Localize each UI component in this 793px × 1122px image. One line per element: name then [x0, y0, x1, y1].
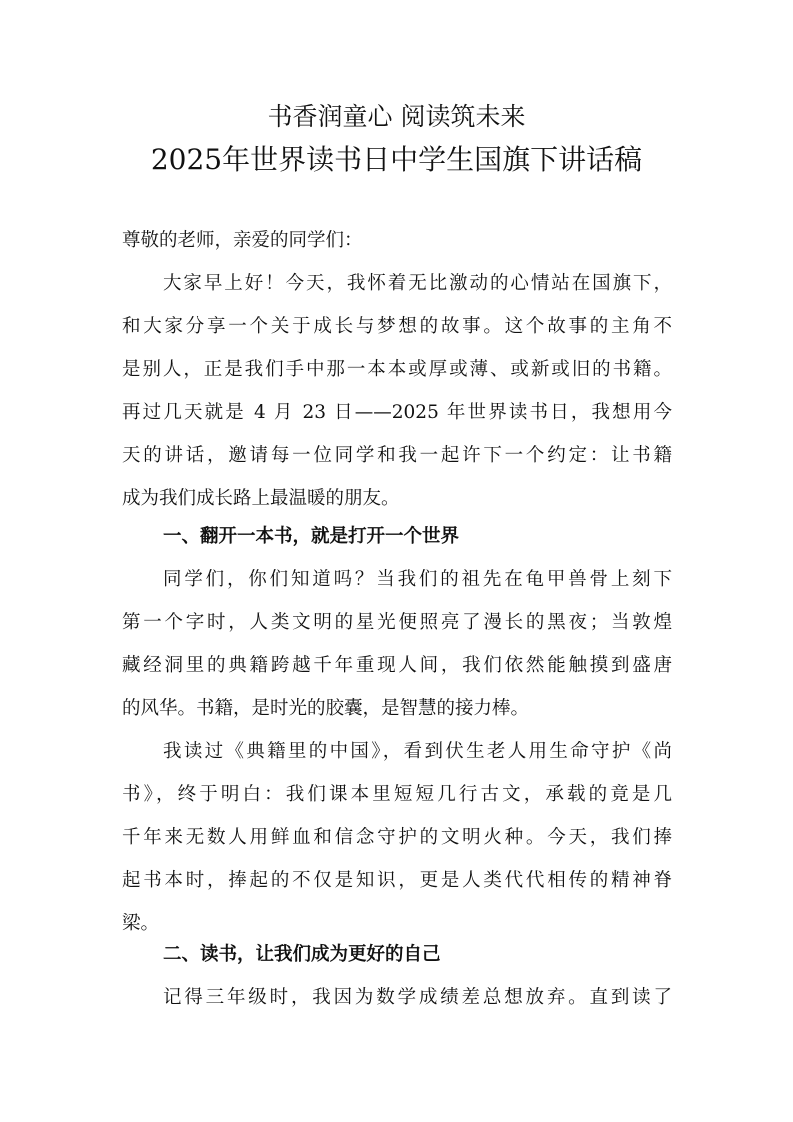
text-line: 和大家分享一个关于成长与梦想的故事。这个故事的主角不 [122, 316, 672, 337]
text-line: 起书本时，捧起的不仅是知识，更是人类代代相传的精神脊 [122, 870, 672, 891]
document-title: 书香润童心 阅读筑未来 [267, 102, 526, 131]
text-line: 同学们，你们知道吗？当我们的祖先在龟甲兽骨上刻下 [163, 569, 672, 590]
text-line: 第一个字时，人类文明的星光便照亮了漫长的黑夜；当敦煌 [122, 612, 672, 633]
paragraph-1 [122, 262, 672, 520]
text-line: 大家早上好！今天，我怀着无比激动的心情站在国旗下， [163, 273, 672, 294]
text-line: 书》，终于明白：我们课本里短短几行古文，承载的竟是几 [122, 784, 672, 805]
paragraph-2 [122, 558, 672, 730]
text-line: 记得三年级时，我因为数学成绩差总想放弃。直到读了 [163, 987, 672, 1008]
text-line: 千年来无数人用鲜血和信念守护的文明火种。今天，我们捧 [122, 827, 672, 848]
greeting: 尊敬的老师，亲爱的同学们： [122, 230, 363, 251]
text-line: 成为我们成长路上最温暖的朋友。 [122, 488, 400, 509]
section-heading-1: 一、翻开一本书，就是打开一个世界 [163, 526, 460, 547]
paragraph-4 [122, 976, 672, 1019]
text-line: 的风华。书籍，是时光的胶囊，是智慧的接力棒。 [122, 698, 530, 719]
text-line: 是别人，正是我们手中那一本本或厚或薄、或新或旧的书籍。 [122, 359, 672, 380]
text-line: 再过几天就是 4 月 23 日——2025 年世界读书日，我想用今 [122, 402, 672, 423]
text-line: 我读过《典籍里的中国》，看到伏生老人用生命守护《尚 [163, 741, 672, 762]
text-line: 藏经洞里的典籍跨越千年重现人间，我们依然能触摸到盛唐 [122, 655, 672, 676]
document-subtitle: 2025年世界读书日中学生国旗下讲话稿 [150, 143, 643, 176]
section-heading-2: 二、读书，让我们成为更好的自己 [163, 944, 441, 965]
document-body [122, 219, 672, 1019]
text-line: 天的讲话，邀请每一位同学和我一起许下一个约定：让书籍 [122, 445, 672, 466]
paragraph-3 [122, 730, 672, 945]
text-line: 梁。 [122, 913, 160, 934]
